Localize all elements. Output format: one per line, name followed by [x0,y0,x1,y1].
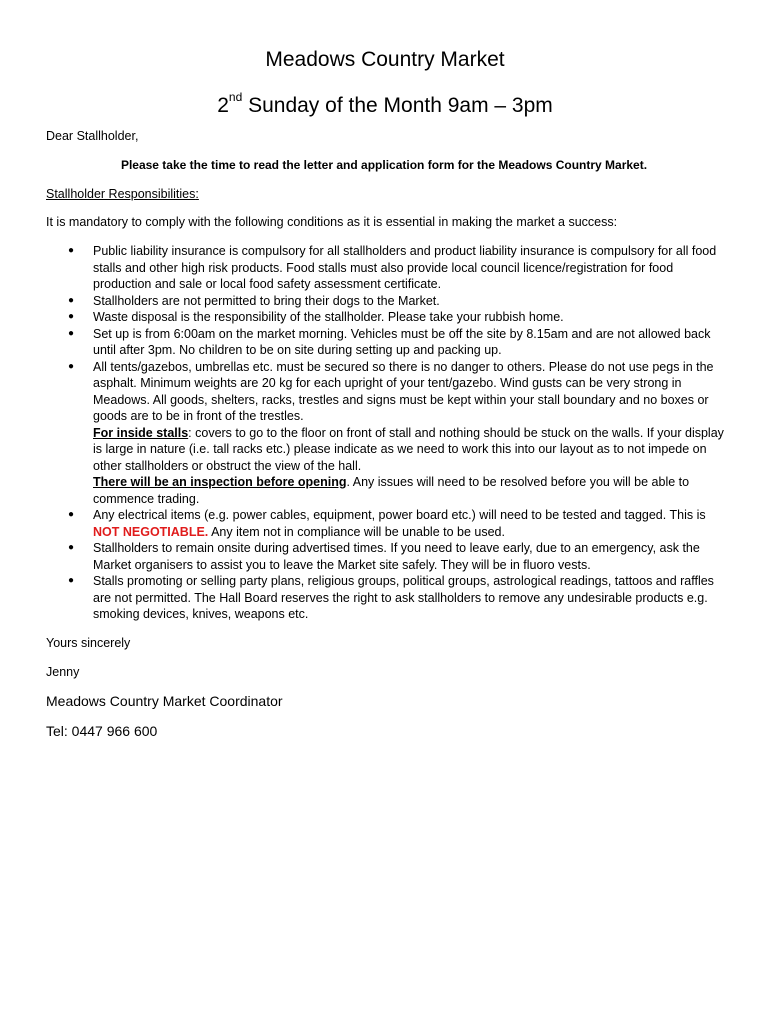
salutation: Dear Stallholder, [46,129,139,143]
condition-text: Public liability insurance is compulsory for all stallholders and product liability insurance is compulsory for all food stalls and other high risk products. Food stalls must also provide local council licence/registration for food production and sale or local food safety assessment certificate. [93,244,717,291]
signer-name: Jenny [46,665,80,679]
responsibilities-heading-colon: : [195,187,199,201]
letter-subtitle [0,88,770,118]
closing: Yours sincerely [46,636,131,650]
condition-item-waste [46,309,726,326]
condition-text-after: Any item not in compliance will be unable to be used. [208,524,505,539]
responsibilities-heading [46,186,726,202]
bullet-icon: ● [68,245,75,256]
condition-text: All tents/gazebos, umbrellas etc. must be secured so there is no danger to others. Please do not use pegs in the asphalt. Minimum weights are 20 kg for each upright of your tent/gazebo. Wind gusts can be very strong in Meadows. All goods, shelters, racks, trestles and signs must be kept within your stall boundary and no boxes or goods are to be in front of the trestles. [93,359,714,423]
condition-item-tents [46,359,726,508]
bullet-icon: ● [68,294,75,306]
condition-text: Stalls promoting or selling party plans, religious groups, political groups, astrological readings, tattoos and raffles are not permitted. The Hall Board reserves the right to ask stallholders to remove any undesirable products e.g. smoking devices, knives, weapons etc. [93,574,714,621]
not-negotiable-emphasis: NOT NEGOTIABLE. [93,524,209,539]
bullet-icon: ● [68,509,75,520]
bullet-icon: ● [68,327,75,339]
condition-item-dogs [46,293,726,310]
inside-stalls-text: : covers to go to the floor on front of stall and nothing should be stuck on the walls. If your display is large in nature (i.e. tall racks etc.) please indicate as we need to work this into our layout as to not impede on other stallholders or obstruct the view of the hall. [93,425,724,473]
subtitle-day-number: 2 [217,94,229,117]
inspection-text: . Any issues will need to be resolved before you will be able to commence trading. [93,475,690,506]
condition-item-prohibited-stalls [46,573,726,623]
condition-text: Stallholders to remain onsite during advertised times. If you need to leave early, due to an emergency, ask the Market organisers to assist you to leave the Market site safely. They will be in fluoro vests. [93,541,700,572]
condition-text: Stallholders are not permitted to bring their dogs to the Market. [93,293,440,308]
conditions-list [46,243,726,623]
bullet-icon: ● [68,575,75,586]
condition-item-insurance [46,243,726,293]
intro-paragraph: Please take the time to read the letter and application form for the Meadows Country Market. [120,158,648,172]
condition-item-onsite [46,540,726,573]
subtitle-day-suffix: nd [228,90,243,104]
bullet-icon: ● [68,542,75,553]
condition-item-electrical [46,507,726,540]
inside-stalls-label: For inside stalls [93,425,189,440]
signer-title: Meadows Country Market Coordinator [46,693,283,709]
letter-title: Meadows Country Market [265,48,505,71]
bullet-icon: ● [68,360,75,372]
mandatory-statement: It is mandatory to comply with the following conditions as it is essential in making the market a success: [46,215,618,229]
condition-text: Waste disposal is the responsibility of the stallholder. Please take your rubbish home. [93,310,564,324]
subtitle-rest: Sunday of the Month 9am – 3pm [242,94,553,117]
bullet-icon: ● [68,311,75,322]
condition-item-setup [46,326,726,359]
phone-number: Tel: 0447 966 600 [46,723,158,739]
condition-text: Any electrical items (e.g. power cables, equipment, power board etc.) will need to be tested and tagged. This is [93,508,706,522]
responsibilities-heading-text: Stallholder Responsibilities [46,187,196,201]
condition-text: Set up is from 6:00am on the market morning. Vehicles must be off the site by 8.15am and are not allowed back until after 3pm. No children to be on site during setting up and packing up. [93,326,711,357]
inspection-label: There will be an inspection before opening [93,475,347,489]
